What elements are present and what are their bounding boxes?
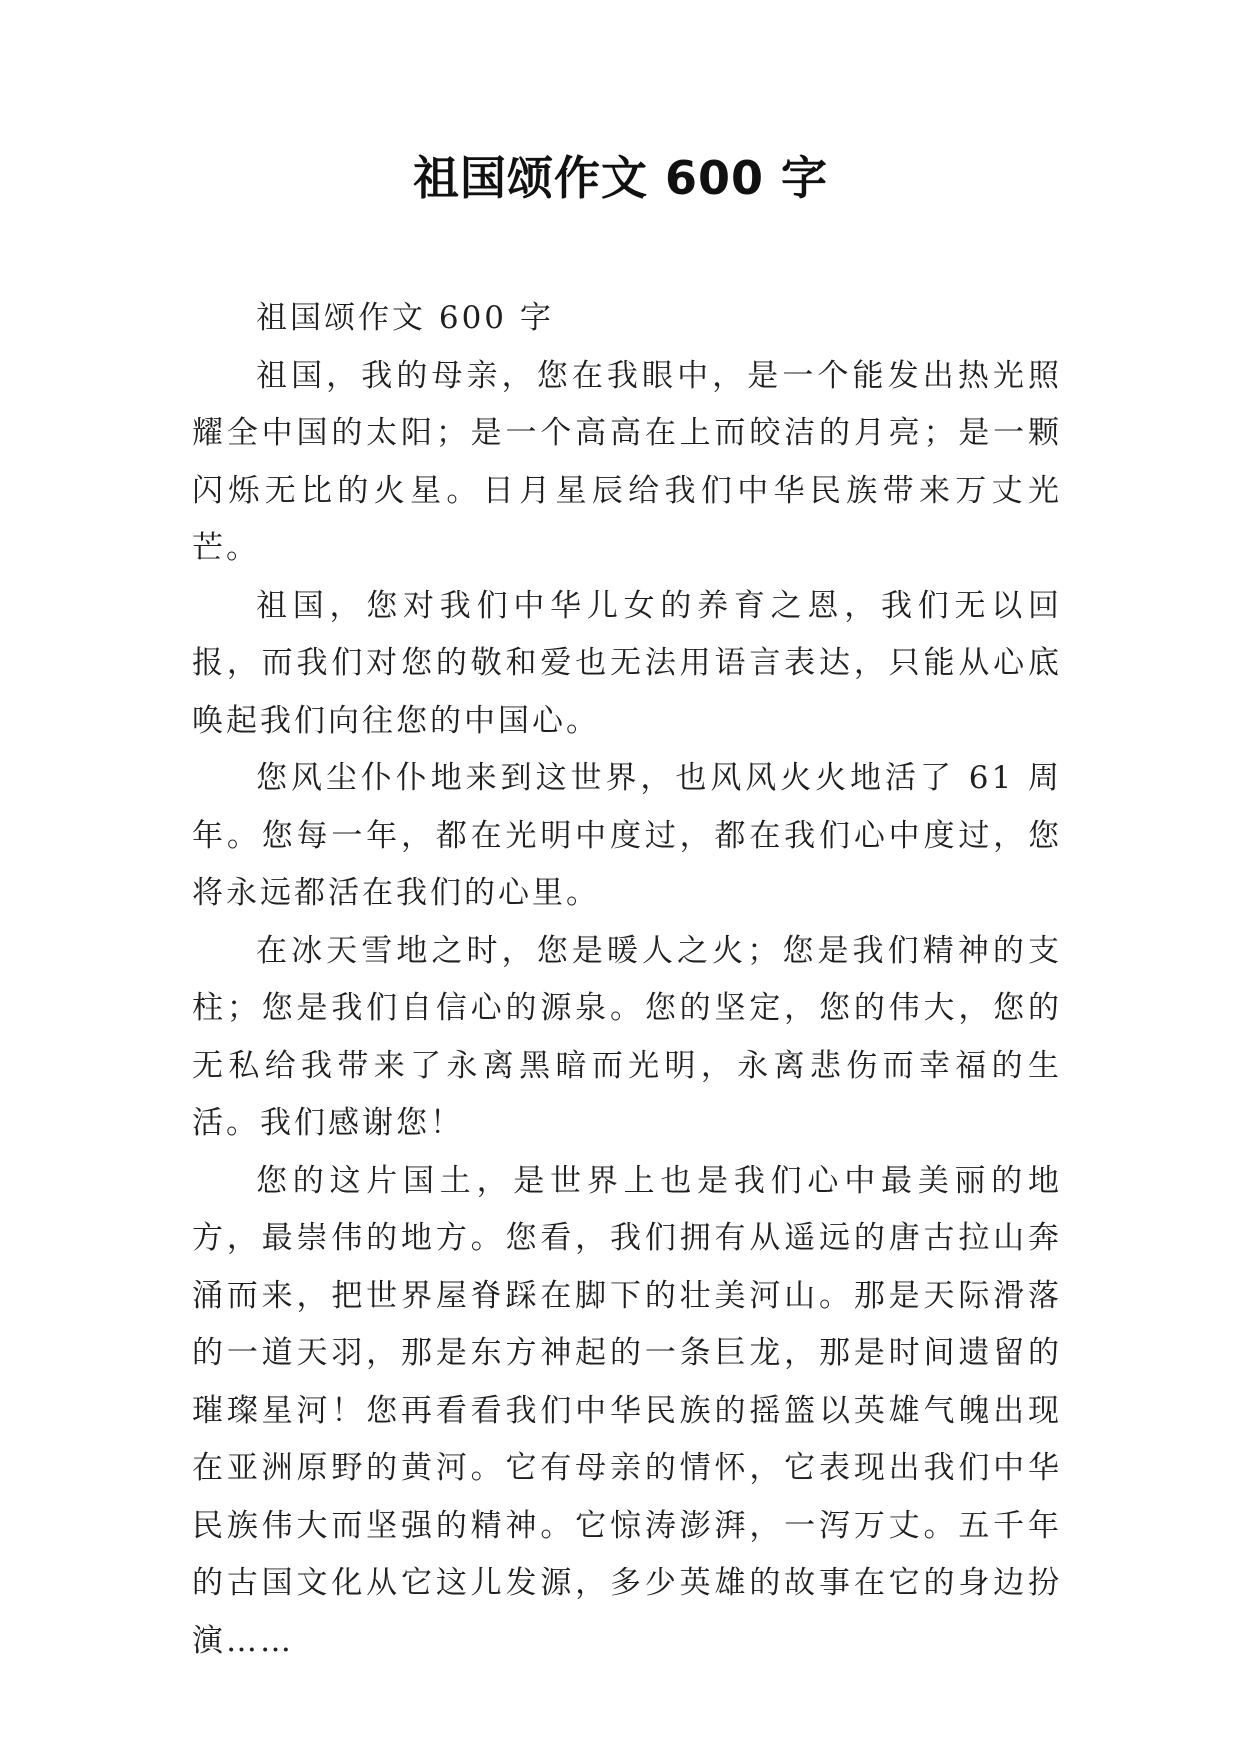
- document-title: 祖国颂作文 600 字: [412, 151, 829, 205]
- document-body: [192, 290, 1062, 1670]
- paragraph: 祖国，您对我们中华儿女的养育之恩，我们无以回报，而我们对您的敬和爱也无法用语言表达，只能从心底唤起我们向往您的中国心。: [192, 587, 1062, 739]
- paragraph-subtitle: 祖国颂作文 600 字: [256, 300, 554, 336]
- paragraph: 在冰天雪地之时，您是暖人之火；您是我们精神的支柱；您是我们自信心的源泉。您的坚定，您的伟大，您的无私给我带来了永离黑暗而光明，永离悲伤而幸福的生活。我们感谢您！: [192, 932, 1062, 1141]
- paragraph: 祖国，我的母亲，您在我眼中，是一个能发出热光照耀全中国的太阳；是一个高高在上而皎洁的月亮；是一颗闪烁无比的火星。日月星辰给我们中华民族带来万丈光芒。: [192, 357, 1062, 566]
- paragraph: 您风尘仆仆地来到这世界，也风风火火地活了 61 周年。您每一年，都在光明中度过，都在我们心中度过，您将永远都活在我们的心里。: [192, 760, 1062, 911]
- paragraph: 您的这片国土，是世界上也是我们心中最美丽的地方，最崇伟的地方。您看，我们拥有从遥远的唐古拉山奔涌而来，把世界屋脊踩在脚下的壮美河山。那是天际滑落的一道天羽，那是东方神起的一条巨龙，那是时间遗留的璀璨星河！您再看看我们中华民族的摇篮以英雄气魄出现在亚洲原野的黄河。它有母亲的情怀，它表现出我们中华民族伟大而坚强的精神。它惊涛澎湃，一泻万丈。五千年的古国文化从它这儿发源，多少英雄的故事在它的身边扮演……: [192, 1162, 1062, 1659]
